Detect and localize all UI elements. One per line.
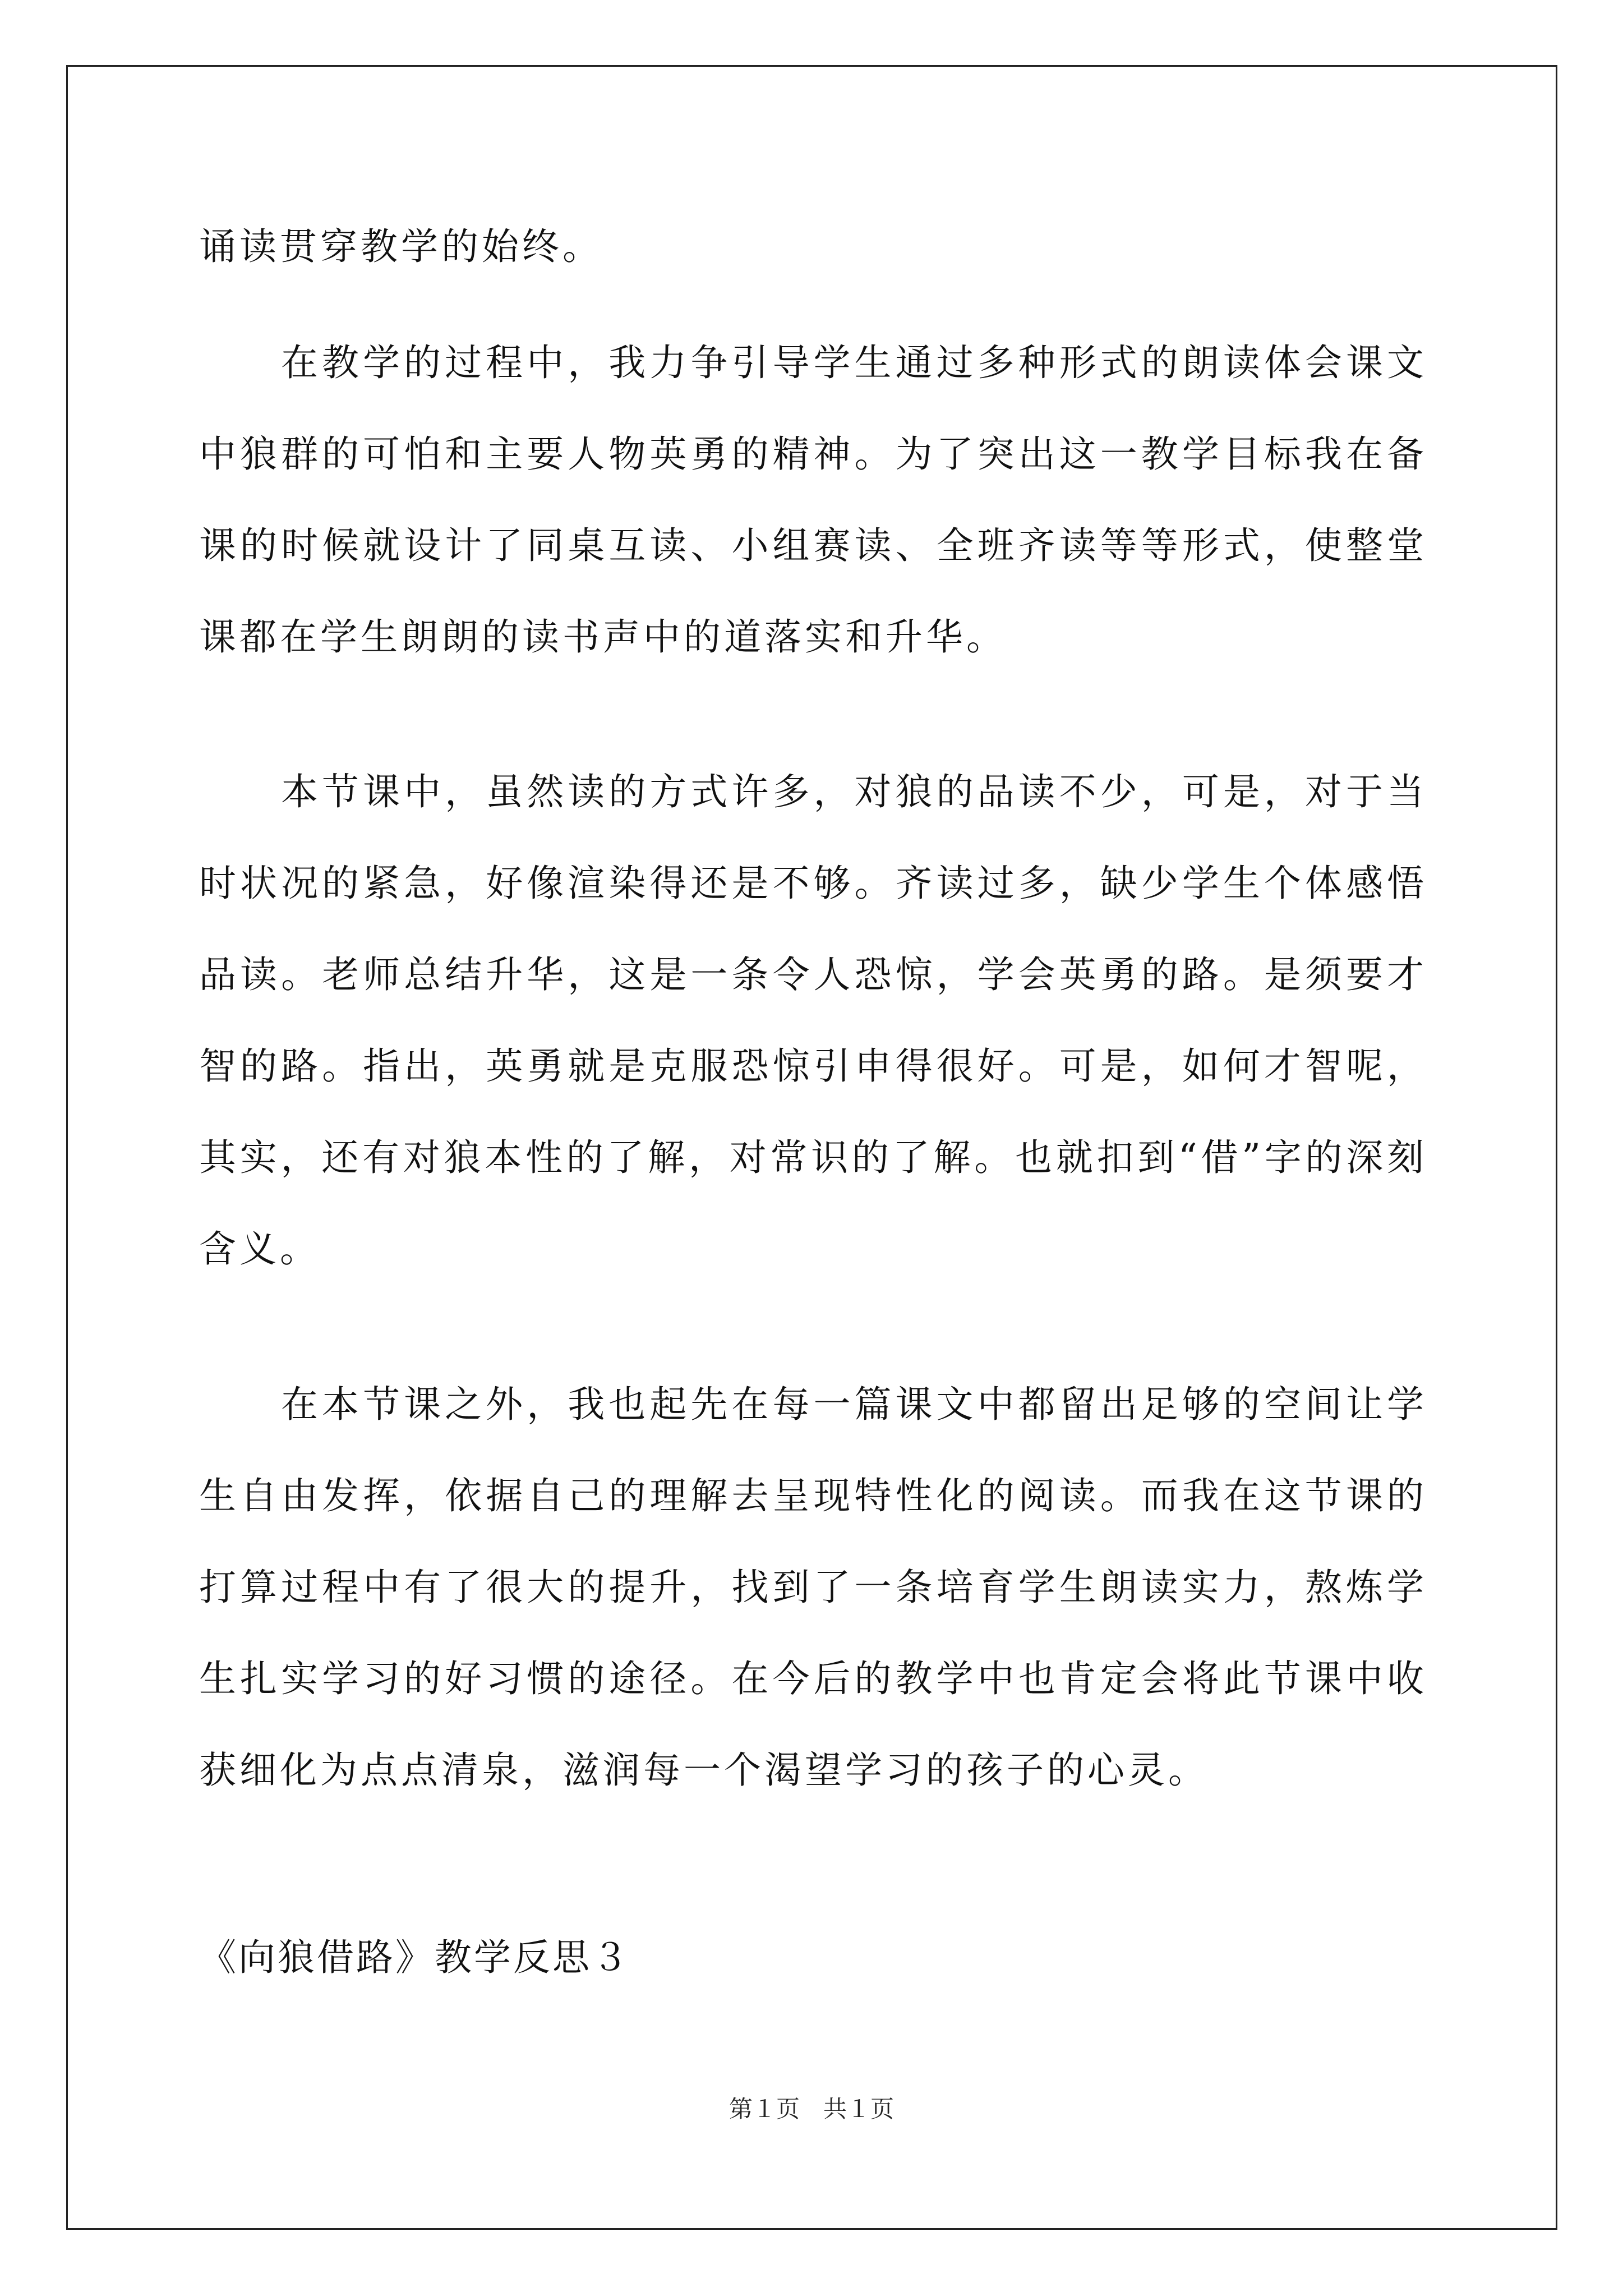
section-title: 《向狼借路》教学反思３ <box>199 1936 631 1979</box>
paragraph-1: 在教学的过程中，我力争引导学生通过多种形式的朗读体会课文中狼群的可怕和主要人物英勇的精神。为了突出这一教学目标我在备课的时候就设计了同桌互读、小组赛读、全班齐读等等形式，使整堂课都在学生朗朗的读书声中的道落实和升华。 <box>199 341 1427 659</box>
paragraph-3: 在本节课之外，我也起先在每一篇课文中都留出足够的空间让学生自由发挥，依据自己的理解去呈现特性化的阅读。而我在这节课的打算过程中有了很大的提升，找到了一条培育学生朗读实力，熬炼学生扎实学习的好习惯的途径。在今后的教学中也肯定会将此节课中收获细化为点点清泉，滋润每一个渴望学习的孩子的心灵。 <box>199 1383 1427 1792</box>
paragraph-2: 本节课中，虽然读的方式许多，对狼的品读不少，可是，对于当时状况的紧急，好像渲染得还是不够。齐读过多，缺少学生个体感悟品读。老师总结升华，这是一条令人恐惊，学会英勇的路。是须要才智的路。指出，英勇就是克服恐惊引申得很好。可是，如何才智呢，其实，还有对狼本性的了解，对常识的了解。也就扣到“借”字的深刻含义。 <box>199 770 1427 1271</box>
continuation-line: 诵读贯穿教学的始终。 <box>199 225 603 268</box>
page-number-footer: 第１页 共１页 <box>728 2095 894 2123</box>
